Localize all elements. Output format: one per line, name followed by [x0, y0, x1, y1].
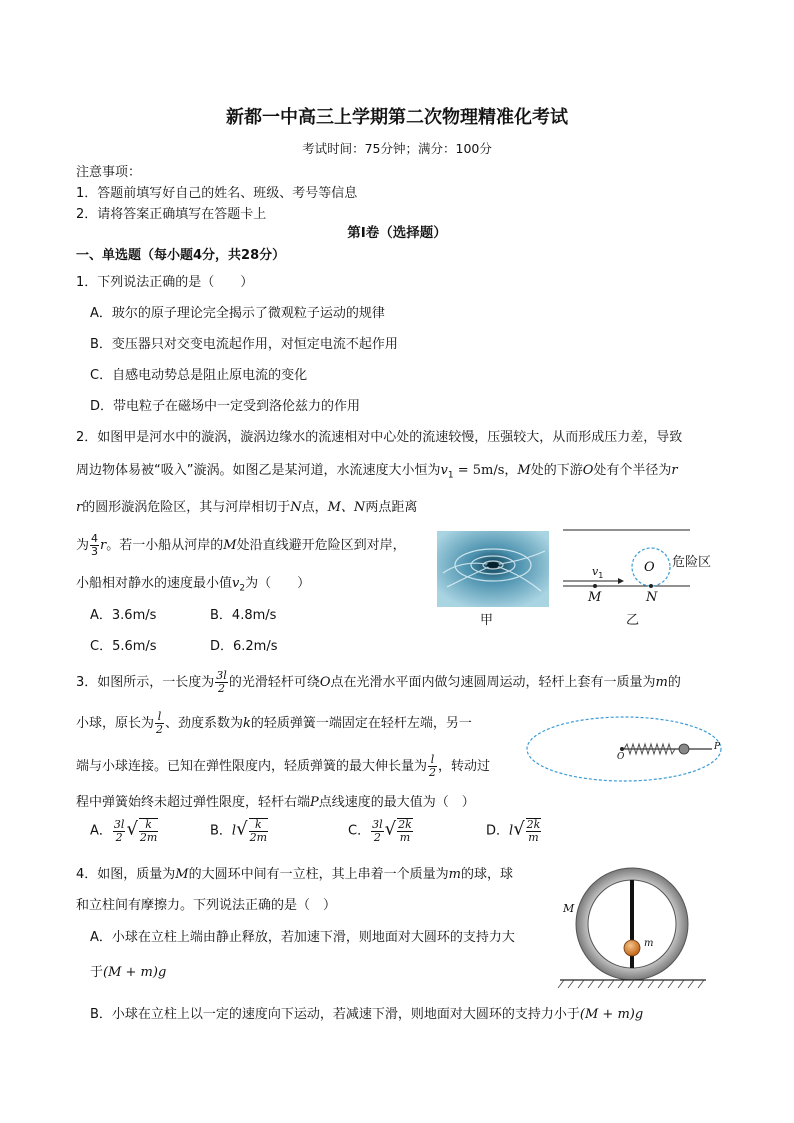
q3-option-b: B．l√ $\frac{k}{2m}$ — [210, 818, 268, 844]
notice-1: 1．答题前填写好自己的姓名、班级、考号等信息 — [76, 186, 358, 201]
figure-label-jia: 甲 — [480, 613, 494, 628]
diagram-label-N: N — [646, 590, 658, 605]
q2-line-4: 为 $\frac{4}{3}$ r。若一小船从河岸的M处沿直线避开危险区到对岸， — [76, 532, 406, 558]
q1-option-a: A．玻尔的原子理论完全揭示了微观粒子运动的规律 — [90, 306, 385, 321]
notice-2: 2．请将答案正确填写在答题卡上 — [76, 207, 267, 222]
q3-option-d: D．l√ $\frac{2k}{m}$ — [486, 818, 541, 844]
ring-label-M: M — [563, 902, 575, 915]
q2-option-c: C．5.6m/s — [90, 639, 157, 654]
q2-option-a: A．3.6m/s — [90, 608, 157, 623]
q3-line-3: 端与小球连接。已知在弹性限度内，轻质弹簧的最大伸长量为 $\frac{l}{2}$ ，转动过 — [76, 753, 491, 779]
q3-line-2: 小球，原长为 $\frac{l}{2}$ 、劲度系数为k的轻质弹簧一端固定在轻杆左端，另一 — [76, 710, 472, 736]
diagram-label-danger: 危险区 — [672, 555, 712, 570]
q3-option-a: A． $\frac{3l}{2}$ √ $\frac{k}{2m}$ — [90, 817, 158, 844]
ring-post-diagram — [556, 866, 716, 994]
fraction-3l-2: $\frac{3l}{2}$ — [216, 669, 227, 695]
q2-line-5: 小船相对静水的速度最小值$v_2$为（ ） — [76, 576, 311, 594]
fraction-l-2-b: $\frac{l}{2}$ — [429, 753, 437, 779]
q1-stem: 1．下列说法正确的是（ ） — [76, 275, 254, 290]
diagram-label-M: M — [588, 590, 602, 605]
section-title: 第Ⅰ卷（选择题） — [347, 225, 447, 241]
rod-label-P: P — [714, 742, 721, 752]
ring-label-m: m — [644, 938, 654, 949]
q2-option-b: B．4.8m/s — [210, 608, 277, 623]
whirlpool-photo — [437, 531, 549, 607]
fraction-4-3: $\frac{4}{3}$ — [91, 532, 99, 558]
q2-option-d: D．6.2m/s — [210, 639, 278, 654]
q1-option-d: D．带电粒子在磁场中一定受到洛伦兹力的作用 — [90, 399, 361, 414]
q4-option-b: B．小球在立柱上以一定的速度向下运动，若减速下滑，则地面对大圆环的支持力小于(M + m)g — [90, 1007, 644, 1022]
notice-heading: 注意事项： — [76, 165, 142, 180]
exam-title: 新都一中高三上学期第二次物理精准化考试 — [226, 107, 568, 128]
rod-label-O: O — [617, 752, 625, 762]
q2-line-1: 2．如图甲是河水中的漩涡，漩涡边缘水的流速相对中心处的流速较慢，压强较大，从而形成压力差，导致 — [76, 430, 683, 445]
q3-line-4: 程中弹簧始终未超过弹性限度，轻杆右端P点线速度的最大值为（ ） — [76, 795, 475, 810]
diagram-label-v1: $v_1$ — [592, 565, 604, 581]
rotating-rod-diagram — [524, 714, 724, 788]
q4-option-a: A．小球在立柱上端由静止释放，若加速下滑，则地面对大圆环的支持力大 — [90, 930, 515, 945]
exam-subtitle: 考试时间：75分钟；满分：100分 — [302, 141, 492, 156]
q1-option-b: B．变压器只对交变电流起作用，对恒定电流不起作用 — [90, 337, 398, 352]
fraction-l-2: $\frac{l}{2}$ — [156, 710, 164, 736]
figure-label-yi: 乙 — [626, 613, 640, 628]
q3-line-1: 3．如图所示，一长度为 $\frac{3l}{2}$ 的光滑轻杆可绕O点在光滑水平面内做匀速圆周运动，轻杆上套有一质量为m的 — [76, 669, 681, 695]
q4-option-a-cont: 于(M + m)g — [90, 965, 167, 980]
diagram-label-O: O — [644, 560, 655, 575]
q1-option-c: C．自感电动势总是阻止原电流的变化 — [90, 368, 308, 383]
q3-option-c: C． $\frac{3l}{2}$ √ $\frac{2k}{m}$ — [348, 817, 412, 844]
q4-line-1: 4．如图，质量为M的大圆环中间有一立柱，其上串着一个质量为m的球，球 — [76, 867, 513, 882]
q2-line-2: 周边物体易被“吸入”漩涡。如图乙是某河道，水流速度大小恒为$v_1 = 5m/s$，M处的下游O处有个半径为r — [76, 463, 678, 481]
q2-line-3: r的圆形漩涡危险区，其与河岸相切于N点，M、N两点距离 — [76, 500, 418, 515]
q4-line-2: 和立柱间有摩擦力。下列说法正确的是（ ） — [76, 898, 337, 913]
part-heading: 一、单选题（每小题4分，共28分） — [76, 248, 286, 263]
